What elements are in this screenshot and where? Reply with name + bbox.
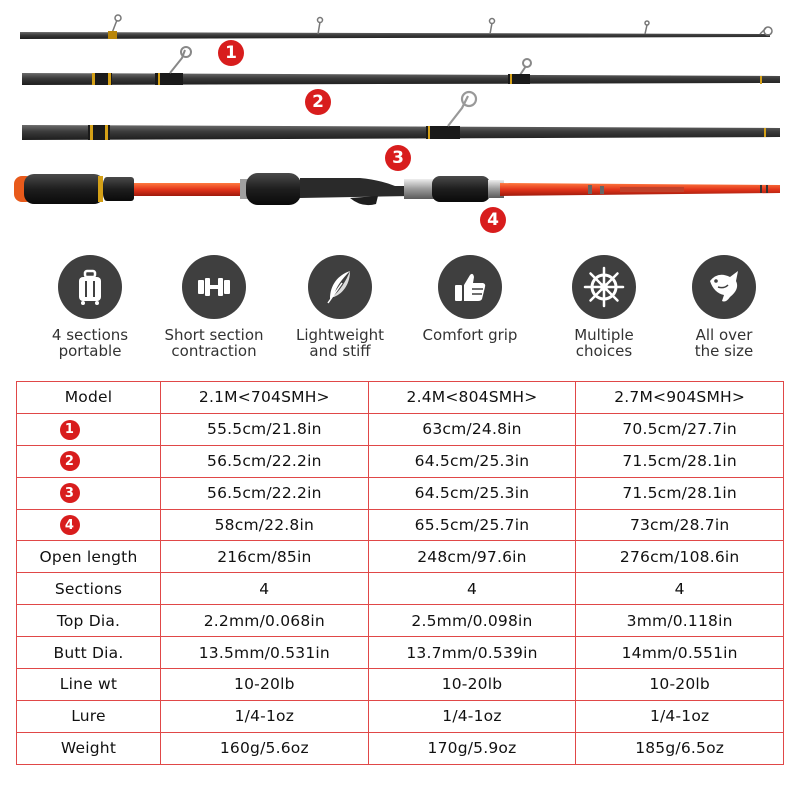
feature-multiple-choices (544, 255, 664, 359)
table-cell: 216cm/85in (161, 541, 369, 573)
feature-icons-row (0, 255, 800, 365)
table-cell: 170g/5.9oz (368, 732, 576, 764)
table-cell: 1/4-1oz (161, 700, 369, 732)
feature-short-section (154, 255, 274, 359)
section-badge-4: 4 (60, 515, 80, 535)
table-cell: 248cm/97.6in (368, 541, 576, 573)
rod-section-1 (20, 15, 772, 39)
table-cell: 4 (161, 573, 369, 605)
feature-label: All over the size (694, 326, 754, 360)
row-label (17, 413, 161, 445)
table-row (17, 413, 784, 445)
table-cell: 71.5cm/28.1in (576, 445, 784, 477)
table-cell: 276cm/108.6in (576, 541, 784, 573)
table-cell: 13.5mm/0.531in (161, 637, 369, 669)
table-row (17, 445, 784, 477)
table-cell: 4 (576, 573, 784, 605)
table-row (17, 700, 784, 732)
row-label: Model (17, 382, 161, 414)
table-cell: 2.1M<704SMH> (161, 382, 369, 414)
rod-section-4 (14, 173, 780, 205)
section-badge-1: 1 (218, 40, 244, 66)
rod-section-2 (22, 47, 780, 85)
feature-label: Lightweight and stiff (295, 326, 384, 360)
row-label: Lure (17, 700, 161, 732)
table-cell: 58cm/22.8in (161, 509, 369, 541)
table-cell: 4 (368, 573, 576, 605)
luggage-icon (58, 255, 122, 319)
table-row (17, 637, 784, 669)
section-badge-3: 3 (60, 483, 80, 503)
spec-table (16, 381, 784, 765)
table-row (17, 477, 784, 509)
table-cell: 64.5cm/25.3in (368, 445, 576, 477)
table-cell: 2.5mm/0.098in (368, 605, 576, 637)
row-label: Butt Dia. (17, 637, 161, 669)
feature-label: Comfort grip (422, 326, 518, 344)
table-cell: 1/4-1oz (368, 700, 576, 732)
table-cell: 160g/5.6oz (161, 732, 369, 764)
feature-label: 4 sections portable (51, 326, 129, 360)
thumbs-up-icon (438, 255, 502, 319)
table-cell: 3mm/0.118in (576, 605, 784, 637)
table-cell: 13.7mm/0.539in (368, 637, 576, 669)
table-cell: 10-20lb (161, 669, 369, 701)
table-cell: 10-20lb (368, 669, 576, 701)
feature-lightweight (280, 255, 400, 359)
row-label: Sections (17, 573, 161, 605)
row-label (17, 509, 161, 541)
table-cell: 71.5cm/28.1in (576, 477, 784, 509)
feature-portable (30, 255, 150, 359)
table-cell: 73cm/28.7in (576, 509, 784, 541)
table-row (17, 669, 784, 701)
table-cell: 55.5cm/21.8in (161, 413, 369, 445)
table-row (17, 605, 784, 637)
row-label (17, 445, 161, 477)
section-badge-2: 2 (305, 89, 331, 115)
feather-icon (308, 255, 372, 319)
table-row (17, 573, 784, 605)
table-cell: 185g/6.5oz (576, 732, 784, 764)
feature-label: Multiple choices (574, 326, 634, 360)
table-row (17, 541, 784, 573)
feature-label: Short section contraction (164, 326, 264, 360)
row-label: Open length (17, 541, 161, 573)
table-cell: 2.4M<804SMH> (368, 382, 576, 414)
table-cell: 2.7M<904SMH> (576, 382, 784, 414)
ship-wheel-icon (572, 255, 636, 319)
table-cell: 56.5cm/22.2in (161, 477, 369, 509)
table-cell: 64.5cm/25.3in (368, 477, 576, 509)
feature-comfort-grip (410, 255, 530, 343)
dumbbell-icon (182, 255, 246, 319)
feature-all-sizes (664, 255, 784, 359)
table-cell: 2.2mm/0.068in (161, 605, 369, 637)
section-badge-1: 1 (60, 420, 80, 440)
table-cell: 56.5cm/22.2in (161, 445, 369, 477)
section-badge-3: 3 (385, 145, 411, 171)
table-row (17, 509, 784, 541)
row-label (17, 477, 161, 509)
table-row (17, 732, 784, 764)
table-cell: 14mm/0.551in (576, 637, 784, 669)
rod-sections-illustration (0, 0, 800, 250)
table-cell: 70.5cm/27.7in (576, 413, 784, 445)
table-cell: 63cm/24.8in (368, 413, 576, 445)
section-badge-2: 2 (60, 451, 80, 471)
row-label: Top Dia. (17, 605, 161, 637)
fish-icon (692, 255, 756, 319)
row-label: Line wt (17, 669, 161, 701)
row-label: Weight (17, 732, 161, 764)
table-cell: 10-20lb (576, 669, 784, 701)
table-header-row (17, 382, 784, 414)
table-cell: 1/4-1oz (576, 700, 784, 732)
section-badge-4: 4 (480, 207, 506, 233)
table-cell: 65.5cm/25.7in (368, 509, 576, 541)
rod-section-3 (22, 92, 780, 140)
